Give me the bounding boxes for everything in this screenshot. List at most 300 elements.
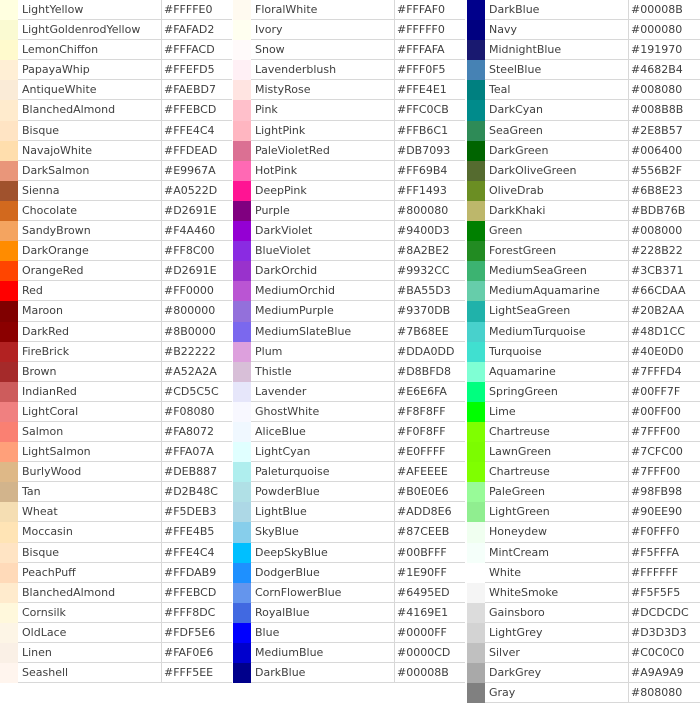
color-name: LemonChiffon — [18, 40, 162, 60]
color-hex-code: #E9967A — [162, 161, 232, 181]
color-swatch — [233, 0, 251, 20]
color-name: SkyBlue — [251, 522, 395, 542]
color-row — [467, 100, 700, 120]
color-name: Brown — [18, 362, 162, 382]
color-swatch — [233, 322, 251, 342]
color-hex-code: #7CFC00 — [629, 442, 700, 462]
color-row — [0, 181, 232, 201]
color-swatch — [467, 643, 485, 663]
color-name: LawnGreen — [485, 442, 629, 462]
color-swatch — [233, 20, 251, 40]
color-swatch — [467, 603, 485, 623]
color-name: Honeydew — [485, 522, 629, 542]
color-swatch — [0, 261, 18, 281]
color-hex-code: #F4A460 — [162, 221, 232, 241]
color-hex-code: #D2B48C — [162, 482, 232, 502]
color-row — [467, 40, 700, 60]
color-name: MediumPurple — [251, 301, 395, 321]
color-row — [0, 543, 232, 563]
color-hex-code: #E6E6FA — [395, 382, 465, 402]
color-row — [233, 402, 465, 422]
color-swatch — [0, 462, 18, 482]
color-swatch — [0, 80, 18, 100]
color-row — [467, 643, 700, 663]
color-hex-code: #AFEEEE — [395, 462, 465, 482]
color-name: MediumAquamarine — [485, 281, 629, 301]
color-swatch — [467, 100, 485, 120]
color-row — [233, 482, 465, 502]
color-row — [0, 161, 232, 181]
color-swatch — [467, 402, 485, 422]
color-row — [233, 462, 465, 482]
color-swatch — [467, 683, 485, 703]
color-hex-code: #FFFAFA — [395, 40, 465, 60]
color-hex-code: #FF69B4 — [395, 161, 465, 181]
color-swatch — [233, 181, 251, 201]
color-row — [233, 141, 465, 161]
color-swatch — [0, 121, 18, 141]
color-name: Pink — [251, 100, 395, 120]
color-name: BlueViolet — [251, 241, 395, 261]
color-hex-code: #8B0000 — [162, 322, 232, 342]
color-hex-code: #006400 — [629, 141, 700, 161]
color-name: GhostWhite — [251, 402, 395, 422]
color-swatch — [467, 663, 485, 683]
color-name: DeepPink — [251, 181, 395, 201]
color-name: Moccasin — [18, 522, 162, 542]
color-hex-code: #66CDAA — [629, 281, 700, 301]
color-hex-code: #FAFAD2 — [162, 20, 232, 40]
color-row — [467, 583, 700, 603]
color-hex-code: #7FFFD4 — [629, 362, 700, 382]
color-hex-code: #9370DB — [395, 301, 465, 321]
color-swatch — [233, 603, 251, 623]
color-name: DeepSkyBlue — [251, 543, 395, 563]
color-hex-code: #9400D3 — [395, 221, 465, 241]
color-hex-code: #228B22 — [629, 241, 700, 261]
color-name: Navy — [485, 20, 629, 40]
color-swatch — [0, 502, 18, 522]
color-name: Seashell — [18, 663, 162, 683]
color-hex-code: #1E90FF — [395, 563, 465, 583]
color-name: LightGoldenrodYellow — [18, 20, 162, 40]
color-swatch — [467, 221, 485, 241]
color-row — [467, 603, 700, 623]
color-name: Cornsilk — [18, 603, 162, 623]
color-swatch — [0, 0, 18, 20]
color-name: PaleGreen — [485, 482, 629, 502]
color-name: MediumTurquoise — [485, 322, 629, 342]
color-hex-code: #FFF5EE — [162, 663, 232, 683]
color-swatch — [467, 20, 485, 40]
color-swatch — [233, 462, 251, 482]
color-row — [467, 181, 700, 201]
color-hex-code: #6495ED — [395, 583, 465, 603]
color-row — [233, 502, 465, 522]
color-hex-code: #DB7093 — [395, 141, 465, 161]
color-row — [467, 563, 700, 583]
color-swatch — [233, 100, 251, 120]
color-swatch — [467, 141, 485, 161]
color-name: WhiteSmoke — [485, 583, 629, 603]
color-hex-code: #9932CC — [395, 261, 465, 281]
color-swatch — [467, 181, 485, 201]
color-swatch — [233, 80, 251, 100]
color-column-2 — [233, 0, 465, 683]
color-hex-code: #87CEEB — [395, 522, 465, 542]
color-swatch — [0, 60, 18, 80]
color-hex-code: #0000CD — [395, 643, 465, 663]
color-hex-code: #800000 — [162, 301, 232, 321]
color-row — [467, 0, 700, 20]
color-swatch — [467, 281, 485, 301]
color-row — [233, 20, 465, 40]
color-hex-code: #FFEBCD — [162, 583, 232, 603]
color-name: Linen — [18, 643, 162, 663]
color-row — [233, 301, 465, 321]
color-row — [0, 301, 232, 321]
color-hex-code: #00008B — [395, 663, 465, 683]
color-swatch — [467, 241, 485, 261]
color-name: Plum — [251, 342, 395, 362]
color-swatch — [0, 563, 18, 583]
color-hex-code: #008080 — [629, 80, 700, 100]
color-name: Silver — [485, 643, 629, 663]
color-swatch — [0, 382, 18, 402]
color-name: Purple — [251, 201, 395, 221]
color-row — [467, 141, 700, 161]
color-swatch — [233, 482, 251, 502]
color-swatch — [233, 643, 251, 663]
color-swatch — [233, 241, 251, 261]
color-row — [467, 522, 700, 542]
color-row — [467, 442, 700, 462]
color-name: LightSalmon — [18, 442, 162, 462]
color-row — [233, 543, 465, 563]
color-swatch — [467, 502, 485, 522]
color-row — [0, 603, 232, 623]
color-name: MistyRose — [251, 80, 395, 100]
color-name: Wheat — [18, 502, 162, 522]
color-row — [0, 342, 232, 362]
color-row — [467, 221, 700, 241]
color-name: RoyalBlue — [251, 603, 395, 623]
color-hex-code: #FFE4C4 — [162, 543, 232, 563]
color-swatch — [233, 161, 251, 181]
color-swatch — [467, 322, 485, 342]
color-swatch — [0, 583, 18, 603]
color-swatch — [233, 623, 251, 643]
color-swatch — [467, 121, 485, 141]
color-row — [0, 402, 232, 422]
color-swatch — [467, 563, 485, 583]
color-hex-code: #F0FFF0 — [629, 522, 700, 542]
color-swatch — [233, 261, 251, 281]
color-hex-code: #A9A9A9 — [629, 663, 700, 683]
color-row — [0, 40, 232, 60]
color-row — [233, 623, 465, 643]
color-swatch — [233, 141, 251, 161]
color-name: BlanchedAlmond — [18, 583, 162, 603]
color-swatch — [0, 522, 18, 542]
color-hex-code: #00BFFF — [395, 543, 465, 563]
color-row — [0, 141, 232, 161]
color-name: DarkOrchid — [251, 261, 395, 281]
color-hex-code: #FFE4C4 — [162, 121, 232, 141]
color-name: Chocolate — [18, 201, 162, 221]
color-row — [467, 121, 700, 141]
color-name: IndianRed — [18, 382, 162, 402]
color-row — [233, 221, 465, 241]
color-row — [0, 583, 232, 603]
color-name: Paleturquoise — [251, 462, 395, 482]
color-hex-code: #DDA0DD — [395, 342, 465, 362]
color-hex-code: #FFE4B5 — [162, 522, 232, 542]
color-row — [0, 261, 232, 281]
color-swatch — [467, 201, 485, 221]
color-swatch — [0, 482, 18, 502]
color-swatch — [0, 362, 18, 382]
color-row — [233, 0, 465, 20]
color-name: Maroon — [18, 301, 162, 321]
color-row — [467, 663, 700, 683]
color-swatch — [233, 382, 251, 402]
color-hex-code: #A52A2A — [162, 362, 232, 382]
color-name: SeaGreen — [485, 121, 629, 141]
color-name: SpringGreen — [485, 382, 629, 402]
color-name: Chartreuse — [485, 422, 629, 442]
color-row — [467, 342, 700, 362]
color-swatch — [0, 643, 18, 663]
color-hex-code: #F8F8FF — [395, 402, 465, 422]
color-swatch — [0, 221, 18, 241]
color-name: Blue — [251, 623, 395, 643]
color-row — [233, 322, 465, 342]
color-name: LightCyan — [251, 442, 395, 462]
color-name: Aquamarine — [485, 362, 629, 382]
color-hex-code: #DEB887 — [162, 462, 232, 482]
color-name: MediumSeaGreen — [485, 261, 629, 281]
color-row — [467, 60, 700, 80]
color-name: DodgerBlue — [251, 563, 395, 583]
color-swatch — [467, 482, 485, 502]
color-row — [233, 80, 465, 100]
color-name: AliceBlue — [251, 422, 395, 442]
color-swatch — [467, 382, 485, 402]
color-hex-code: #008000 — [629, 221, 700, 241]
color-hex-code: #CD5C5C — [162, 382, 232, 402]
color-name: DarkGreen — [485, 141, 629, 161]
color-row — [467, 161, 700, 181]
color-name: DarkSalmon — [18, 161, 162, 181]
color-hex-code: #FFFACD — [162, 40, 232, 60]
color-row — [467, 322, 700, 342]
color-hex-code: #FFFFFF — [629, 563, 700, 583]
color-swatch — [467, 80, 485, 100]
color-row — [233, 563, 465, 583]
color-swatch — [467, 442, 485, 462]
color-row — [233, 643, 465, 663]
color-row — [467, 241, 700, 261]
color-row — [0, 362, 232, 382]
color-hex-code: #FFEFD5 — [162, 60, 232, 80]
color-hex-code: #90EE90 — [629, 502, 700, 522]
color-name: DarkKhaki — [485, 201, 629, 221]
color-name: Red — [18, 281, 162, 301]
color-hex-code: #D8BFD8 — [395, 362, 465, 382]
color-name: Gray — [485, 683, 629, 703]
color-row — [467, 402, 700, 422]
color-name: LightGreen — [485, 502, 629, 522]
color-row — [467, 422, 700, 442]
color-row — [0, 422, 232, 442]
color-hex-code: #BDB76B — [629, 201, 700, 221]
color-name: MintCream — [485, 543, 629, 563]
color-name: LightYellow — [18, 0, 162, 20]
color-hex-code: #DCDCDC — [629, 603, 700, 623]
color-hex-code: #00FF7F — [629, 382, 700, 402]
color-hex-code: #00008B — [629, 0, 700, 20]
color-hex-code: #FAEBD7 — [162, 80, 232, 100]
color-name: OliveDrab — [485, 181, 629, 201]
color-name: Lavender — [251, 382, 395, 402]
color-hex-code: #191970 — [629, 40, 700, 60]
color-row — [0, 241, 232, 261]
color-row — [0, 442, 232, 462]
color-name: ForestGreen — [485, 241, 629, 261]
color-hex-code: #ADD8E6 — [395, 502, 465, 522]
color-hex-code: #98FB98 — [629, 482, 700, 502]
color-swatch — [467, 583, 485, 603]
color-name: MidnightBlue — [485, 40, 629, 60]
color-name: BlanchedAlmond — [18, 100, 162, 120]
color-swatch — [233, 121, 251, 141]
color-name: DarkOrange — [18, 241, 162, 261]
color-name: PowderBlue — [251, 482, 395, 502]
color-row — [233, 442, 465, 462]
color-hex-code: #6B8E23 — [629, 181, 700, 201]
color-name: CornFlowerBlue — [251, 583, 395, 603]
color-swatch — [0, 141, 18, 161]
color-swatch — [467, 261, 485, 281]
color-row — [467, 482, 700, 502]
color-hex-code: #7FFF00 — [629, 422, 700, 442]
color-row — [0, 623, 232, 643]
color-row — [0, 221, 232, 241]
color-name: BurlyWood — [18, 462, 162, 482]
color-name: Chartreuse — [485, 462, 629, 482]
color-swatch — [0, 161, 18, 181]
color-name: MediumBlue — [251, 643, 395, 663]
color-row — [0, 502, 232, 522]
color-row — [467, 502, 700, 522]
color-hex-code: #00FF00 — [629, 402, 700, 422]
color-name: HotPink — [251, 161, 395, 181]
color-swatch — [467, 543, 485, 563]
color-hex-code: #8A2BE2 — [395, 241, 465, 261]
color-hex-code: #C0C0C0 — [629, 643, 700, 663]
color-swatch — [0, 402, 18, 422]
color-swatch — [467, 462, 485, 482]
color-row — [0, 462, 232, 482]
color-hex-code: #2E8B57 — [629, 121, 700, 141]
color-hex-code: #F08080 — [162, 402, 232, 422]
color-row — [0, 322, 232, 342]
color-swatch — [233, 60, 251, 80]
color-swatch — [467, 342, 485, 362]
color-row — [233, 382, 465, 402]
color-swatch — [467, 161, 485, 181]
color-hex-code: #FFC0CB — [395, 100, 465, 120]
color-name: Thistle — [251, 362, 395, 382]
color-hex-code: #FF1493 — [395, 181, 465, 201]
color-row — [233, 522, 465, 542]
color-name: Sienna — [18, 181, 162, 201]
color-name: Green — [485, 221, 629, 241]
color-name: MediumOrchid — [251, 281, 395, 301]
color-swatch — [467, 40, 485, 60]
color-swatch — [467, 0, 485, 20]
color-hex-code: #B22222 — [162, 342, 232, 362]
color-name: SteelBlue — [485, 60, 629, 80]
color-row — [0, 281, 232, 301]
color-hex-code: #FFE4E1 — [395, 80, 465, 100]
color-row — [467, 623, 700, 643]
color-name: DarkOliveGreen — [485, 161, 629, 181]
color-swatch — [0, 623, 18, 643]
color-hex-code: #48D1CC — [629, 322, 700, 342]
color-row — [233, 603, 465, 623]
color-row — [0, 201, 232, 221]
color-row — [467, 382, 700, 402]
color-hex-code: #FAF0E6 — [162, 643, 232, 663]
color-hex-code: #FFB6C1 — [395, 121, 465, 141]
color-hex-code: #4682B4 — [629, 60, 700, 80]
color-name: LightGrey — [485, 623, 629, 643]
color-name: PeachPuff — [18, 563, 162, 583]
color-row — [233, 342, 465, 362]
color-name: AntiqueWhite — [18, 80, 162, 100]
color-name: Lavenderblush — [251, 60, 395, 80]
color-name: DarkBlue — [251, 663, 395, 683]
color-name: Tan — [18, 482, 162, 502]
color-row — [0, 20, 232, 40]
color-row — [233, 60, 465, 80]
color-hex-code: #556B2F — [629, 161, 700, 181]
color-swatch — [233, 221, 251, 241]
color-row — [0, 100, 232, 120]
color-swatch — [233, 342, 251, 362]
color-hex-code: #FFA07A — [162, 442, 232, 462]
color-name: NavajoWhite — [18, 141, 162, 161]
color-hex-code: #FF8C00 — [162, 241, 232, 261]
color-hex-code: #FF0000 — [162, 281, 232, 301]
color-hex-code: #E0FFFF — [395, 442, 465, 462]
color-hex-code: #20B2AA — [629, 301, 700, 321]
color-swatch — [467, 422, 485, 442]
color-name: Lime — [485, 402, 629, 422]
color-row — [0, 663, 232, 683]
color-name: LightPink — [251, 121, 395, 141]
color-name: SandyBrown — [18, 221, 162, 241]
color-swatch — [233, 563, 251, 583]
color-row — [233, 583, 465, 603]
color-row — [0, 382, 232, 402]
color-hex-code: #3CB371 — [629, 261, 700, 281]
color-swatch — [233, 543, 251, 563]
color-name: MediumSlateBlue — [251, 322, 395, 342]
color-swatch — [233, 442, 251, 462]
